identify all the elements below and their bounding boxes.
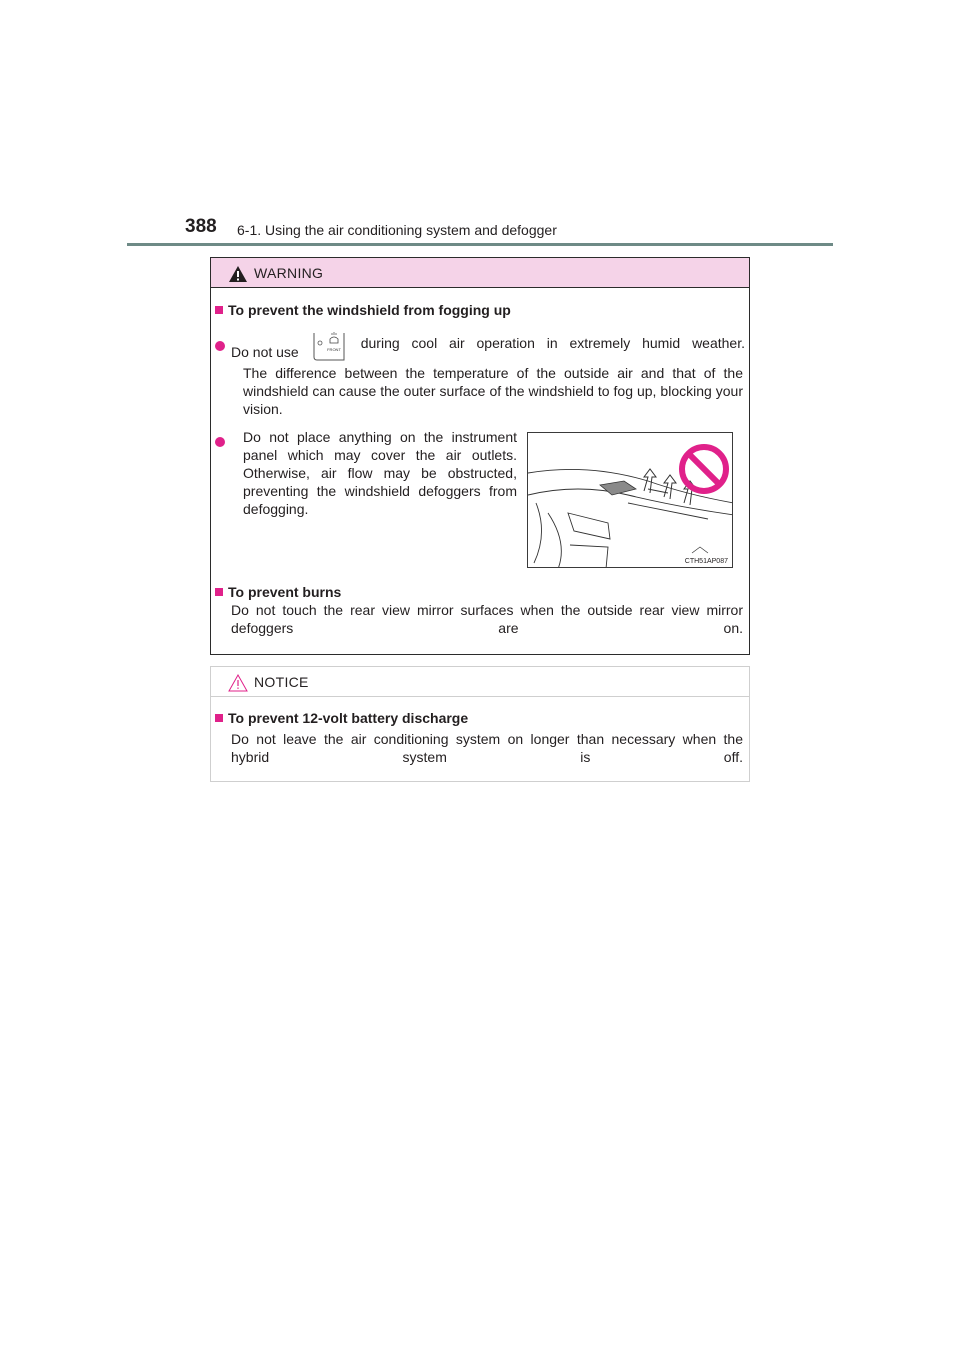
page-number: 388	[185, 216, 217, 237]
square-bullet-icon	[215, 588, 223, 596]
bullet1-continuation: The difference between the temperature of the outside air and that of the windshield can cause the outer surface of the windshield to fog up, blocking your vision.	[243, 365, 743, 417]
front-defogger-button-icon	[311, 331, 347, 361]
warning-heading-burns: To prevent burns	[215, 583, 341, 601]
dashboard-illustration	[527, 432, 733, 568]
section-title: 6-1. Using the air conditioning system and defogger	[237, 222, 557, 238]
bullet1-post: during cool air operation in extremely humid weather.	[360, 335, 745, 351]
notice-label: NOTICE	[254, 674, 309, 690]
square-bullet-icon	[215, 714, 223, 722]
header-rule	[127, 243, 833, 246]
warning-label: WARNING	[254, 265, 324, 281]
round-bullet-icon	[215, 341, 225, 351]
notice-header	[211, 667, 749, 697]
page-header	[185, 216, 835, 246]
svg-text:FRONT: FRONT	[326, 347, 341, 352]
round-bullet-icon	[215, 437, 225, 447]
bullet1-pre: Do not use	[231, 344, 299, 360]
burns-body: Do not touch the rear view mirror surfaces when the outside rear view mirror defoggers are on.	[231, 602, 743, 636]
warning-triangle-icon	[228, 265, 248, 283]
notice-triangle-icon	[228, 674, 248, 692]
notice-body: Do not leave the air conditioning system on longer than necessary when the hybrid system is off.	[231, 731, 743, 765]
warning-header	[211, 258, 749, 288]
bullet-dot-2	[215, 434, 230, 452]
figure-code: CTH51AP087	[684, 558, 728, 565]
square-bullet-icon	[215, 306, 223, 314]
dashboard-drawing	[528, 433, 733, 568]
warning-heading-fog: To prevent the windshield from fogging up	[215, 301, 511, 319]
bullet-dot	[215, 338, 230, 356]
bullet2-text: Do not place anything on the instrument panel which may cover the air outlets. Otherwise, air flow may be obstructed, preventing the windshield defoggers from defogging.	[243, 429, 517, 517]
notice-heading: To prevent 12-volt battery discharge	[215, 709, 468, 727]
